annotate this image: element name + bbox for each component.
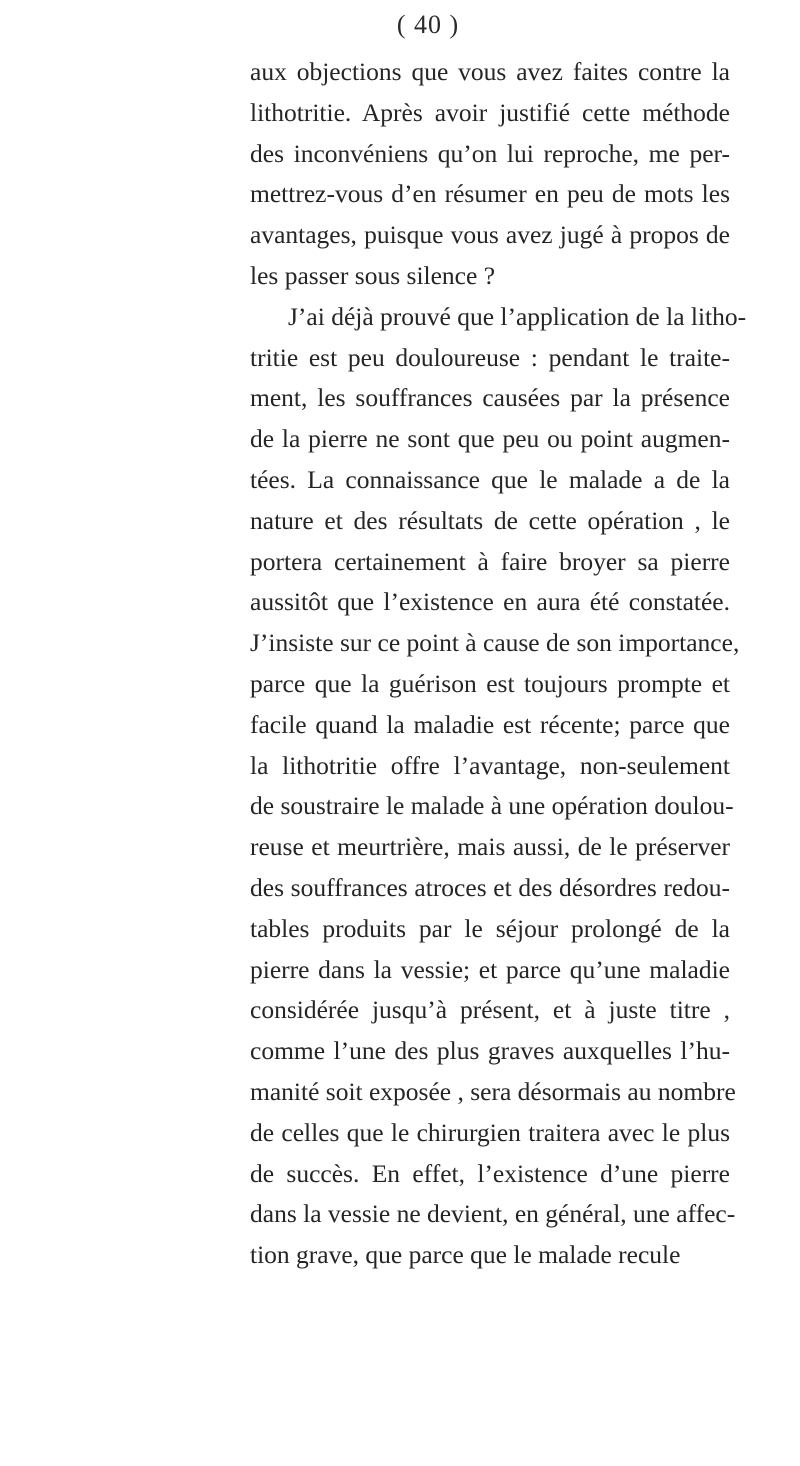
- text-line: des inconvéniens qu’on lui reproche, me per-: [250, 138, 730, 168]
- text-line: J’ai déjà prouvé que l’application de la litho-: [288, 301, 747, 331]
- text-line: pierre dans la vessie; et parce qu’une maladie: [250, 954, 730, 984]
- text-line: avantages, puisque vous avez jugé à propos de: [250, 220, 730, 250]
- text-line: la lithotritie offre l’avantage, non-seulement: [250, 750, 730, 780]
- text-line: de succès. En effet, l’existence d’une pierre: [250, 1158, 730, 1188]
- text-line: ment, les souffrances causées par la présence: [250, 383, 730, 413]
- text-line: dans la vessie ne devient, en général, une affec-: [250, 1199, 736, 1229]
- text-line: J’insiste sur ce point à cause de son importance,: [250, 628, 740, 658]
- text-line: manité soit exposée , sera désormais au nombre: [250, 1076, 736, 1106]
- text-line: aux objections que vous avez faites contre la: [250, 57, 730, 86]
- text-line: portera certainement à faire broyer sa pierre: [250, 546, 730, 576]
- text-line: considérée jusqu’à présent, et à juste titre ,: [250, 995, 730, 1025]
- text-line: tritie est peu douloureuse : pendant le traite-: [250, 342, 730, 372]
- text-line: facile quand la maladie est récente; parce que: [250, 709, 730, 739]
- text-line: comme l’une des plus graves auxquelles l’hu-: [250, 1036, 730, 1066]
- text-line: les passer sous silence ?: [250, 260, 496, 290]
- text-line: tables produits par le séjour prolongé de la: [250, 913, 730, 943]
- text-line: mettrez-vous d’en résumer en peu de mots les: [250, 179, 730, 209]
- page-number: ( 40 ): [396, 10, 460, 39]
- text-line: lithotritie. Après avoir justifié cette méthode: [250, 97, 730, 127]
- text-line: parce que la guérison est toujours prompte et: [250, 668, 730, 698]
- text-line: de soustraire le malade à une opération doulou-: [250, 791, 734, 821]
- body-text: [250, 52, 747, 1276]
- text-line: des souffrances atroces et des désordres redou-: [250, 872, 730, 902]
- text-line: de la pierre ne sont que peu ou point augmen-: [250, 424, 730, 454]
- text-line: de celles que le chirurgien traitera avec le plus: [250, 1117, 730, 1147]
- text-line: tées. La connaissance que le malade a de la: [250, 464, 730, 494]
- text-line: nature et des résultats de cette opération , le: [250, 505, 730, 535]
- text-line: aussitôt que l’existence en aura été constatée.: [250, 587, 730, 617]
- text-line: tion grave, que parce que le malade recule: [250, 1240, 681, 1270]
- text-line: reuse et meurtrière, mais aussi, de le préserver: [250, 832, 730, 862]
